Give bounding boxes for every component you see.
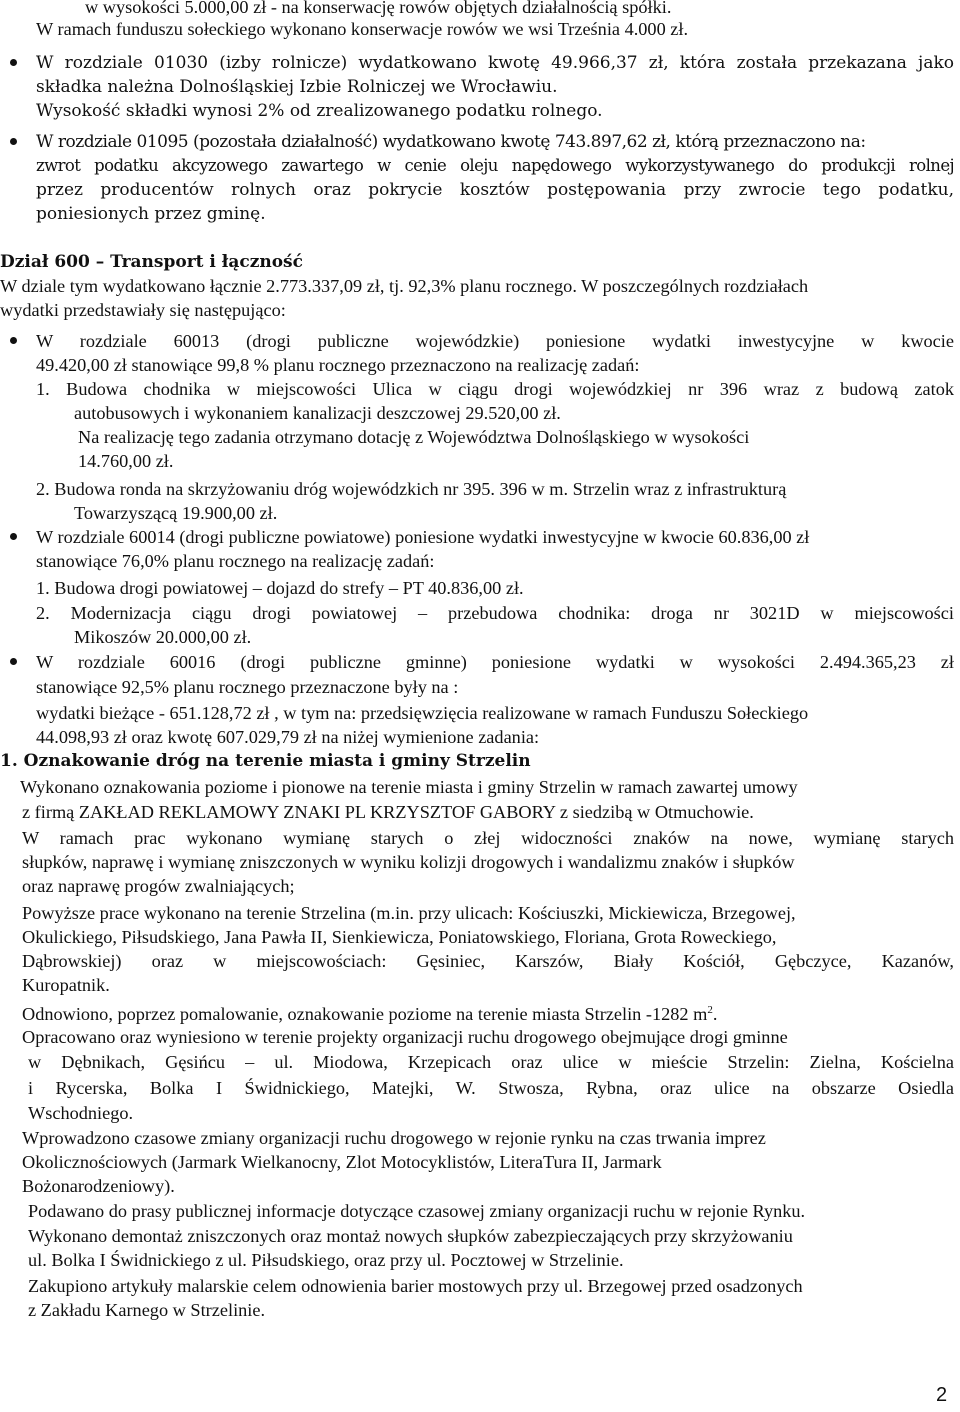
text-line: W rozdziale 60013 (drogi publiczne wojewódzkie) poniesione wydatki inwestycyjne w kwocie (36, 331, 954, 351)
text-line: W ramach funduszu sołeckiego wykonano konserwacje rowów we wsi Trześnia 4.000 zł. (36, 19, 689, 39)
area-text: Odnowiono, poprzez pomalowanie, oznakowanie poziome na terenie miasta Strzelin -1282 m (22, 1004, 708, 1025)
text-line: Wykonano demontaż zniszczonych oraz montaż nowych słupków zabezpieczających przy skrzyżowaniu (28, 1226, 793, 1246)
subsection-heading: 1. Oznakowanie dróg na terenie miasta i gminy Strzelin (0, 751, 531, 771)
text-line: Odnowiono, poprzez pomalowanie, oznakowanie poziome na terenie miasta Strzelin -1282 $m^2$. (22, 1004, 718, 1025)
text-line: z firmą ZAKŁAD REKLAMOWY ZNAKI PL KRZYSZTOF GABORY z siedzibą w Otmuchowie. (22, 802, 754, 822)
text-line: W dziale tym wydatkowano łącznie 2.773.337,09 zł, tj. 92,3% planu rocznego. W poszczególnych rozdziałach (0, 276, 809, 296)
text-line: stanowiące 92,5% planu rocznego przeznaczone były na : (36, 677, 459, 697)
text-line: 1. Budowa drogi powiatowej – dojazd do strefy – PT 40.836,00 zł. (36, 578, 524, 598)
text-line: Okulickiego, Piłsudskiego, Jana Pawła II, Sienkiewicza, Poniatowskiego, Floriana, Grota Roweckiego, (22, 927, 777, 947)
text-line: W rozdziale 60014 (drogi publiczne powiatowe) poniesione wydatki inwestycyjne w kwocie 60.836,00 zł (36, 527, 810, 547)
text-line: Wschodniego. (28, 1103, 134, 1123)
bullet-60013 (10, 337, 17, 344)
text-line: w Dębnikach, Gęsińcu – ul. Miodowa, Krzepicach oraz ulice w mieście Strzelin: Zielna, Kościelna (28, 1052, 954, 1072)
text-line: z Zakładu Karnego w Strzelinie. (28, 1300, 266, 1320)
text-line: słupków, naprawę i wymianę zniszczonych w wyniku kolizji drogowych i wandalizmu znaków i słupków (22, 852, 795, 872)
page-number: 2 (936, 1384, 948, 1406)
text-line: ul. Bolka I Świdnickiego z ul. Piłsudskiego, oraz przy ul. Pocztowej w Strzelinie. (28, 1250, 624, 1270)
text-line: w wysokości 5.000,00 zł - na konserwację rowów objętych działalnością spółki. (85, 0, 672, 17)
text-line: wydatki przedstawiały się następująco: (0, 300, 286, 320)
text-line: Opracowano oraz wyniesiono w terenie projekty organizacji ruchu drogowego obejmujące drogi gminne (22, 1027, 788, 1047)
text-line: Dąbrowskiej) oraz w miejscowościach: Gęsiniec, Karszów, Biały Kościół, Gębczyce, Kazanów, (22, 951, 954, 971)
text-line: autobusowych i wykonaniem kanalizacji deszczowej 29.520,00 zł. (74, 403, 561, 423)
text-line: zwrot podatku akcyzowego zawartego w cenie oleju napędowego wykorzystywanego do produkcji rolnej (36, 156, 954, 175)
bullet-01030 (10, 59, 17, 66)
text-line: Okolicznościowych (Jarmark Wielkanocny, Zlot Motocyklistów, LiteraTura II, Jarmark (22, 1152, 662, 1172)
text-line: Podawano do prasy publicznej informacje dotyczące czasowej zmiany organizacji ruchu w rejonie Rynku. (28, 1201, 806, 1221)
text-line: Zakupiono artykuły malarskie celem odnowienia barier mostowych przy ul. Brzegowej przed osadzonych (28, 1276, 803, 1296)
text-line: W rozdziale 01095 (pozostała działalność) wydatkowano kwotę 743.897,62 zł, którą przeznaczono na: (36, 132, 866, 152)
text-line: W rozdziale 60016 (drogi publiczne gminne) poniesione wydatki w wysokości 2.494.365,23 zł (36, 652, 954, 672)
text-line: Wysokość składki wynosi 2% od zrealizowanego podatku rolnego. (36, 101, 603, 121)
text-line: Mikoszów 20.000,00 zł. (74, 627, 252, 647)
text-line: stanowiące 76,0% planu rocznego na realizację zadań: (36, 551, 435, 571)
section-heading: Dział 600 – Transport i łączność (0, 252, 303, 272)
text-line: 2. Modernizacja ciągu drogi powiatowej – przebudowa chodnika: droga nr 3021D w miejscowości (36, 603, 954, 623)
text-line: Bożonarodzeniowy). (22, 1176, 175, 1196)
text-line: Kuropatnik. (22, 975, 110, 995)
text-line: W ramach prac wykonano wymianę starych o złej widoczności znaków na nowe, wymianę starych (22, 828, 954, 848)
text-line: 44.098,93 zł oraz kwotę 607.029,79 zł na niżej wymienione zadania: (36, 727, 540, 747)
text-line: Powyższe prace wykonano na terenie Strzelina (m.in. przy ulicach: Kościuszki, Mickiewicza, Brzegowej, (22, 903, 796, 923)
text-line: Na realizację tego zadania otrzymano dotację z Województwa Dolnośląskiego w wysokości (78, 427, 750, 447)
text-line: Towarzyszącą 19.900,00 zł. (74, 503, 278, 523)
text-line: wydatki bieżące - 651.128,72 zł , w tym na: przedsięwzięcia realizowane w ramach Funduszu Sołeckiego (36, 703, 809, 723)
text-line: Wykonano oznakowania poziome i pionowe na terenie miasta i gminy Strzelin w ramach zawartej umowy (20, 777, 798, 797)
bullet-60016 (10, 658, 17, 665)
text-line: i Rycerska, Bolka I Świdnickiego, Matejki, W. Stwosza, Rybna, oraz ulice na obszarze Osiedla (28, 1078, 954, 1098)
text-line: 1. Budowa chodnika w miejscowości Ulica w ciągu drogi wojewódzkiej nr 396 wraz z budową zatok (36, 379, 954, 399)
text-line: składka należna Dolnośląskiej Izbie Rolniczej we Wrocławiu. (36, 77, 558, 97)
text-line: Wprowadzono czasowe zmiany organizacji ruchu drogowego w rejonie rynku na czas trwania imprez (22, 1128, 766, 1148)
text-line: 2. Budowa ronda na skrzyżowaniu dróg wojewódzkich nr 395. 396 w m. Strzelin wraz z infrastrukturą (36, 479, 787, 499)
bullet-01095 (10, 138, 17, 145)
superscript-2: 2 (707, 1004, 713, 1016)
text-line: 14.760,00 zł. (78, 451, 174, 471)
text-line: W rozdziale 01030 (izby rolnicze) wydatkowano kwotę 49.966,37 zł, która została przekazana jako (36, 53, 954, 73)
text-line: 49.420,00 zł stanowiące 99,8 % planu rocznego przeznaczono na realizację zadań: (36, 355, 640, 375)
text-line: poniesionych przez gminę. (36, 204, 266, 224)
text-line: oraz naprawę progów zwalniających; (22, 876, 295, 896)
text-line: przez producentów rolnych oraz pokrycie kosztów postępowania przy zwrocie tego podatku, (36, 180, 954, 200)
bullet-60014 (10, 533, 17, 540)
